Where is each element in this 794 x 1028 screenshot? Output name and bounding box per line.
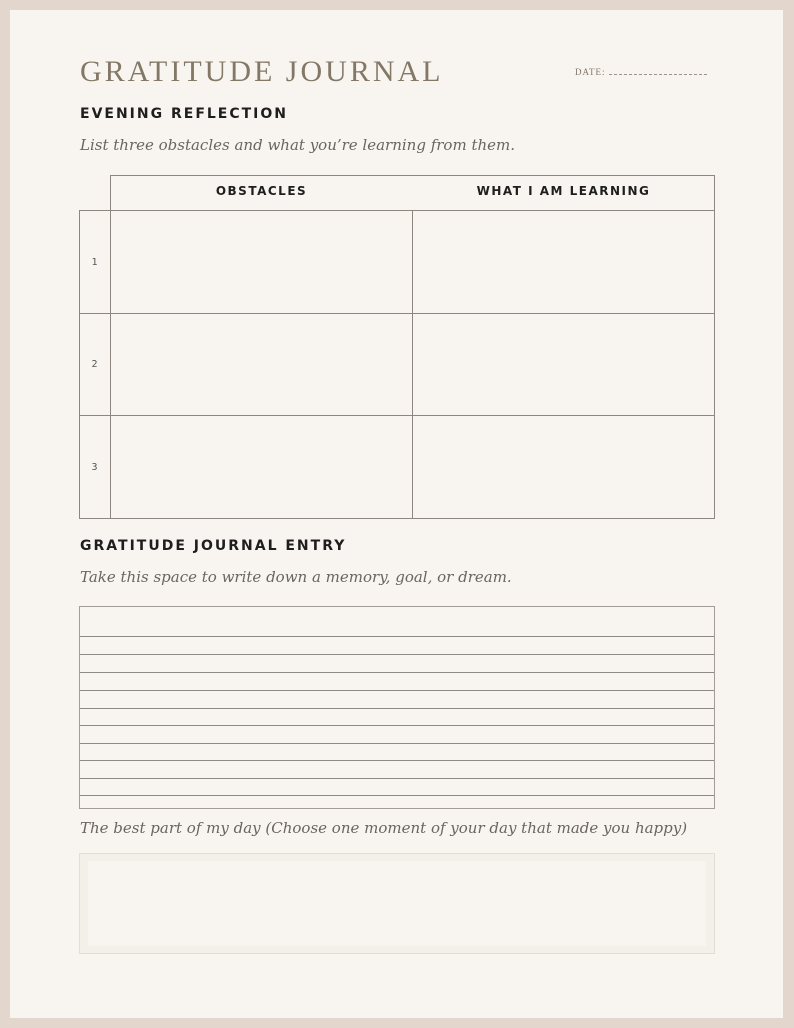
- journal-entry-heading: GRATITUDE JOURNAL ENTRY: [80, 538, 347, 554]
- ruled-line: [80, 654, 714, 655]
- ruled-line: [80, 636, 714, 637]
- obstacle-cell-2[interactable]: [111, 314, 412, 415]
- table-border-top: [110, 175, 715, 176]
- ruled-line: [80, 672, 714, 673]
- obstacles-table: [79, 175, 715, 519]
- journal-page: [10, 10, 783, 1018]
- evening-reflection-heading: EVENING REFLECTION: [80, 106, 289, 122]
- ruled-line: [80, 778, 714, 779]
- best-part-prompt: The best part of my day (Choose one moment of your day that made you happy): [80, 819, 688, 837]
- ruled-line: [80, 708, 714, 709]
- evening-reflection-prompt: List three obstacles and what you’re learning from them.: [80, 136, 516, 154]
- row-number: 1: [91, 257, 98, 268]
- column-header-learning: WHAT I AM LEARNING: [476, 184, 651, 198]
- obstacle-cell-3[interactable]: [111, 416, 412, 518]
- page-title: GRATITUDE JOURNAL: [80, 55, 444, 88]
- ruled-line: [80, 725, 714, 726]
- column-header-obstacles: OBSTACLES: [215, 184, 308, 198]
- ruled-line: [80, 795, 714, 796]
- ruled-line: [80, 743, 714, 744]
- best-part-box[interactable]: [79, 853, 715, 954]
- row-number: 3: [91, 462, 98, 473]
- table-border-bottom: [79, 518, 715, 519]
- learning-cell-1[interactable]: [413, 211, 714, 313]
- journal-entry-prompt: Take this space to write down a memory, goal, or dream.: [80, 568, 512, 586]
- date-field[interactable]: [575, 66, 707, 77]
- journal-entry-writing-area[interactable]: [79, 606, 715, 809]
- learning-cell-3[interactable]: [413, 416, 714, 518]
- date-label: DATE:: [575, 67, 606, 77]
- learning-cell-2[interactable]: [413, 314, 714, 415]
- date-blank-line[interactable]: [609, 66, 707, 75]
- obstacle-cell-1[interactable]: [111, 211, 412, 313]
- table-border-right: [714, 175, 715, 519]
- ruled-line: [80, 690, 714, 691]
- row-number: 2: [91, 359, 98, 370]
- ruled-line: [80, 760, 714, 761]
- best-part-inner-area[interactable]: [88, 861, 706, 946]
